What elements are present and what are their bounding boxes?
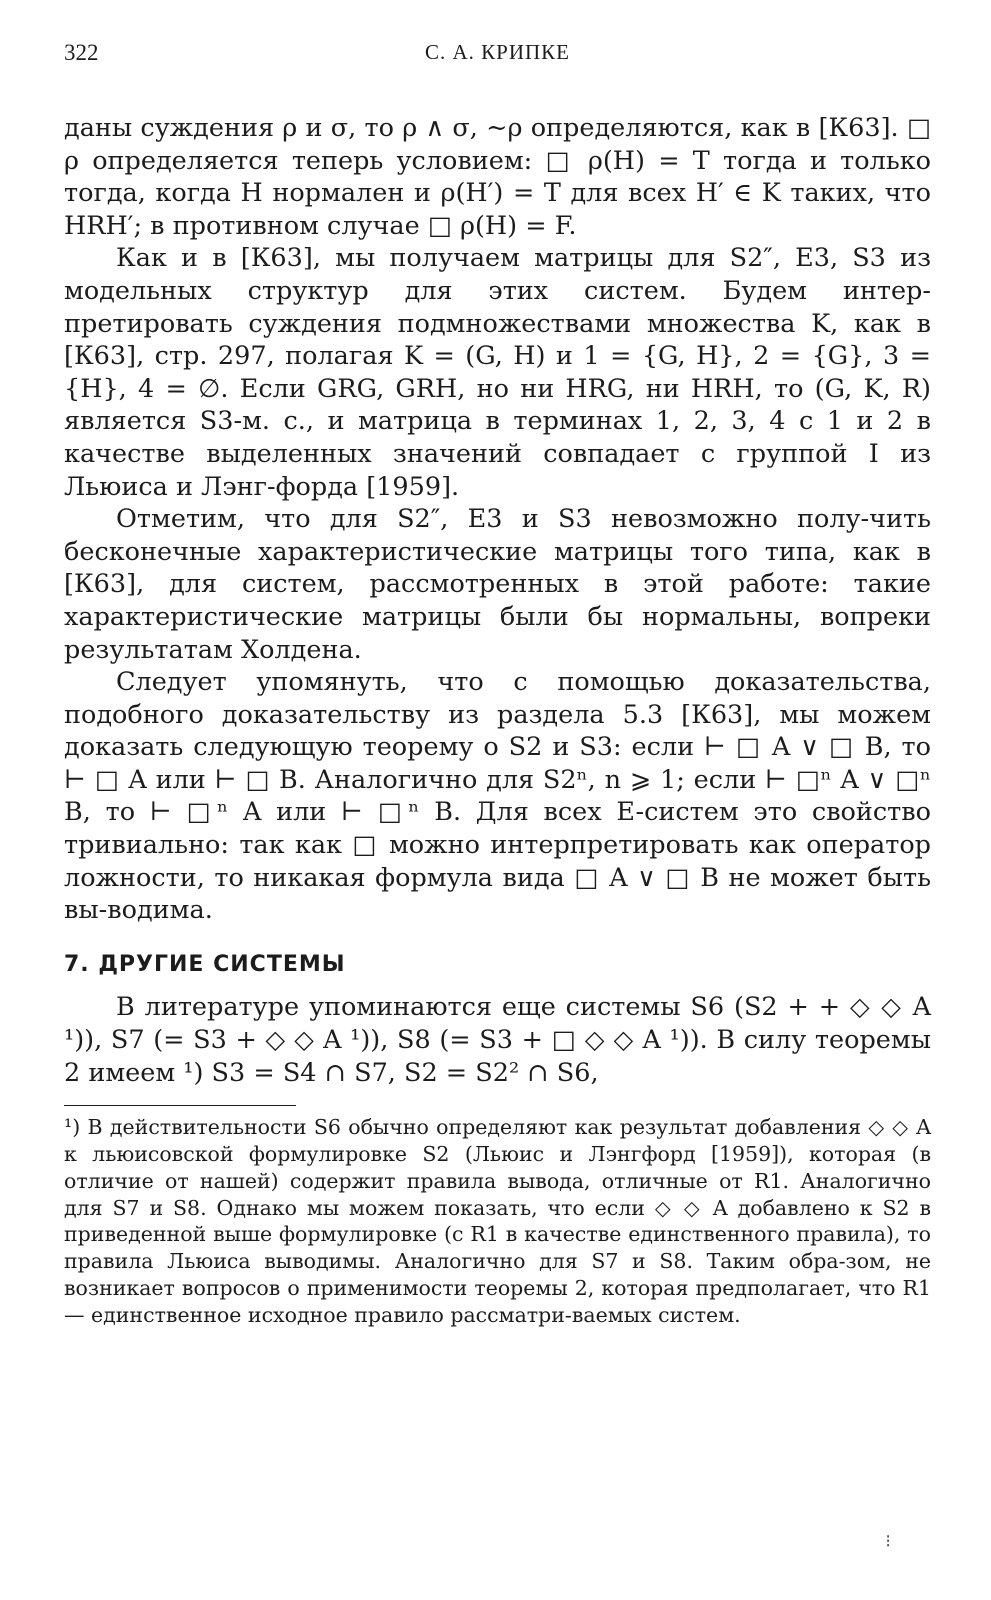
paragraph-1: даны суждения ρ и σ, то ρ ∧ σ, ∼ρ определяются, как в [К63]. □ ρ определяется теперь условием: □ ρ(H) = T тогда и только тогда, когда H нормален и ρ(H′) = T для всех H′ ∈ K таких, что HRH′; в противном случае □ ρ(H) = F. (64, 113, 931, 241)
paragraph-2: Как и в [К63], мы получаем матрицы для S2″, E3, S3 из модельных структур для этих систем. Будем интер-претировать суждения подмножествами множества K, как в [К63], стр. 297, полагая K = (G, H) и 1 = {G, H}, 2 = {G}, 3 = {H}, 4 = ∅. Если GRG, GRH, но ни HRG, ни HRH, то (G, K, R) является S3-м. с., и матрица в терминах 1, 2, 3, 4 с 1 и 2 в качестве выделенных значений совпадает с группой I из Льюиса и Лэнг-форда [1959]. (64, 243, 931, 502)
body-text (64, 112, 931, 1329)
footnote-divider (64, 1105, 296, 1106)
corner-mark: ⁝ (885, 1531, 891, 1552)
footnote: ¹) В действительности S6 обычно определяют как результат добавления ◇ ◇ A к льюисовской формулировке S2 (Льюис и Лэнгфорд [1959]), которая (в отличие от нашей) содержит правила вывода, отличные от R1. Аналогично для S7 и S8. Однако мы можем показать, что если ◇ ◇ A добавлено к S2 в приведенной выше формулировке (с R1 в качестве единственного правила), то правила Льюиса выводимы. Аналогично для S7 и S8. Таким обра-зом, не возникает вопросов о применимости теоремы 2, которая предполагает, что R1 — единственное исходное правило рассматри-ваемых систем. (64, 1115, 931, 1327)
section-heading: 7. ДРУГИЕ СИСТЕМЫ (64, 951, 346, 977)
paragraph-4: Следует упомянуть, что с помощью доказательства, подобного доказательству из раздела 5.3 [К63], мы можем доказать следующую теорему о S2 и S3: если ⊢ □ A ∨ □ B, то ⊢ □ A или ⊢ □ B. Аналогично для S2ⁿ, n ⩾ 1; если ⊢ □ⁿ A ∨ □ⁿ B, то ⊢ □ⁿ A или ⊢ □ⁿ B. Для всех E-систем это свойство тривиально: так как □ можно интерпретировать как оператор ложности, то никакая формула вида □ A ∨ □ B не может быть вы-водима. (64, 667, 931, 926)
section-paragraph: В литературе упоминаются еще системы S6 (S2 + + ◇ ◇ A ¹)), S7 (= S3 + ◇ ◇ A ¹)), S8 (= S3 + □ ◇ ◇ A ¹)). В силу теоремы 2 имеем ¹) S3 = S4 ∩ S7, S2 = S2² ∩ S6, (64, 992, 931, 1088)
running-title: С. А. КРИПКЕ (424, 40, 571, 64)
page-number: 322 (64, 40, 99, 65)
paragraph-3: Отметим, что для S2″, E3 и S3 невозможно полу-чить бесконечные характеристические матрицы того типа, как в [К63], для систем, рассмотренных в этой работе: такие характеристические матрицы были бы нормальны, вопреки результатам Холдена. (64, 504, 931, 665)
running-head (64, 34, 931, 78)
